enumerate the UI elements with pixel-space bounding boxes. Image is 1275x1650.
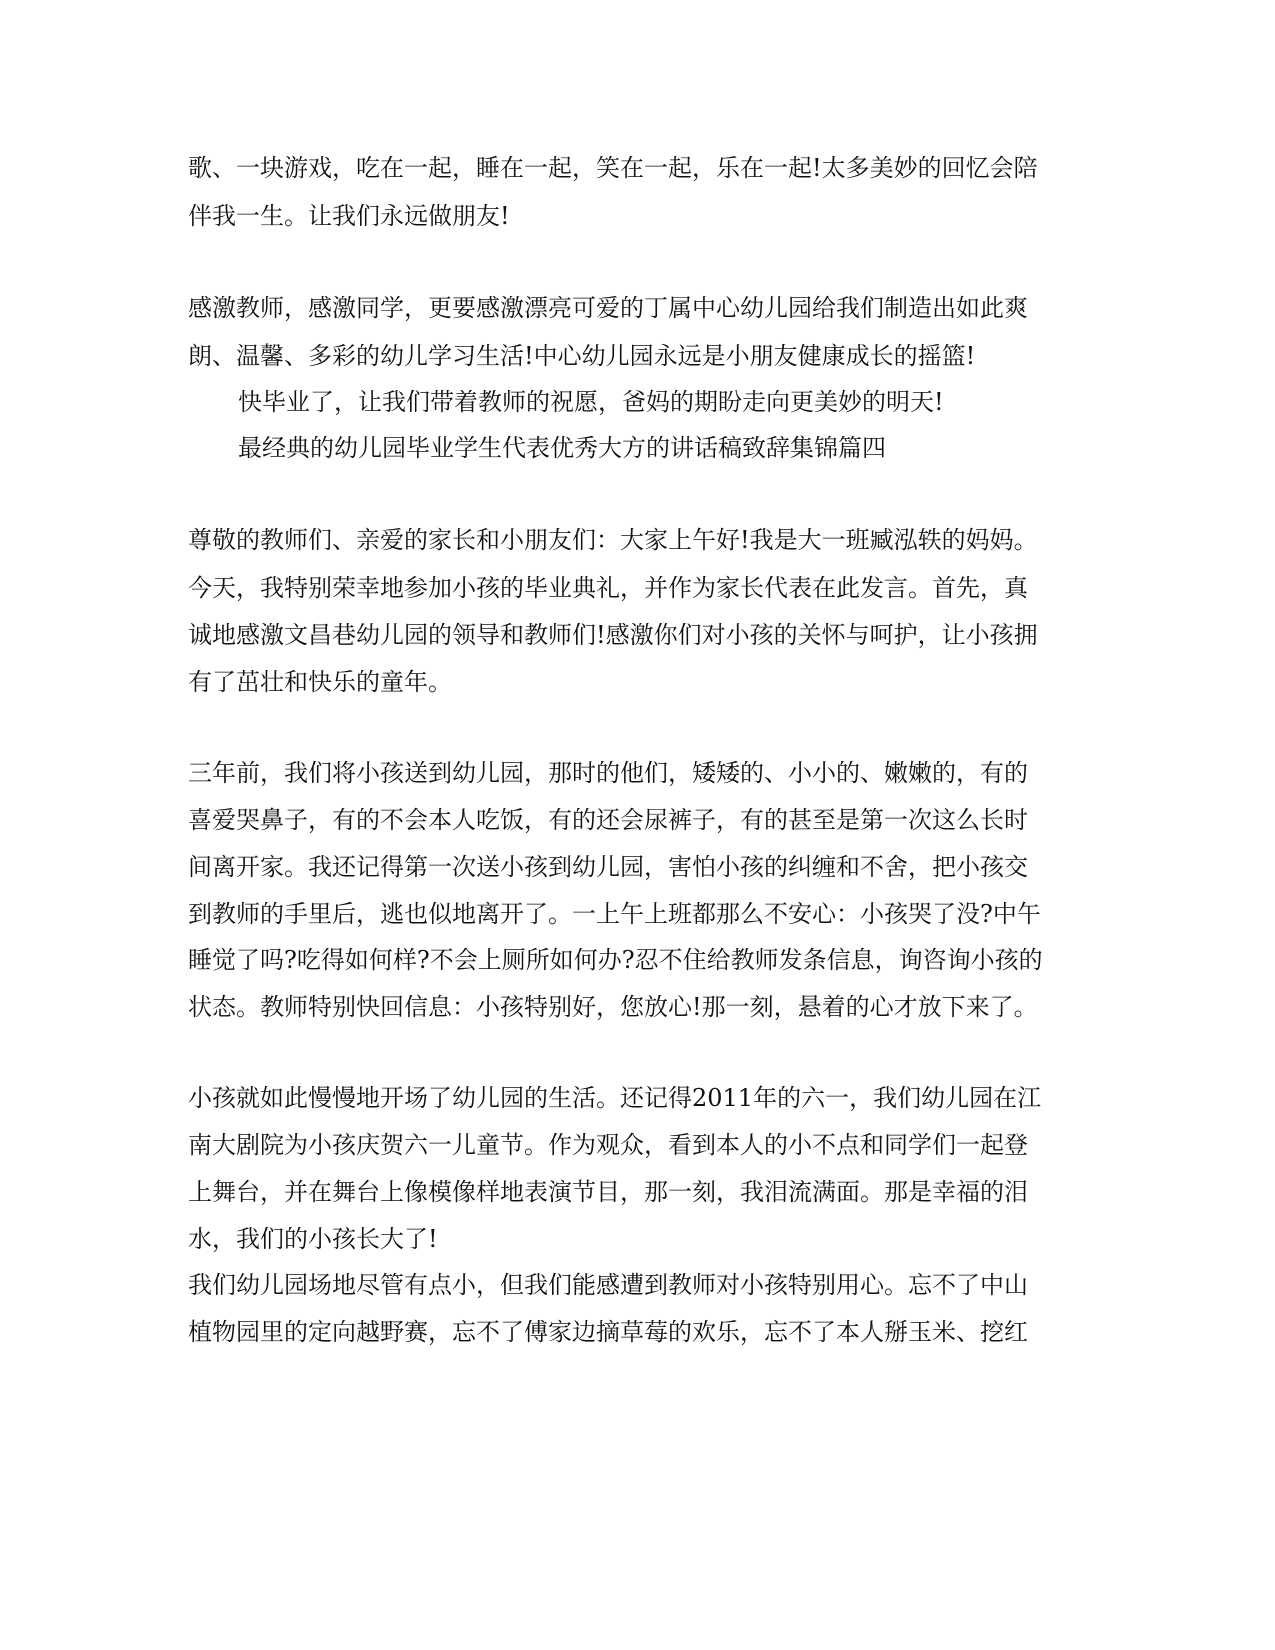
text-line: 睡觉了吗?吃得如何样?不会上厕所如何办?忍不住给教师发条信息，询咨询小孩的 (188, 946, 1043, 974)
text-line: 快毕业了，让我们带着教师的祝愿，爸妈的期盼走向更美妙的明天! (238, 388, 944, 416)
text-line: 尊敬的教师们、亲爱的家长和小朋友们：大家上午好!我是大一班臧泓轶的妈妈。 (188, 526, 1038, 554)
text-line: 水，我们的小孩长大了! (188, 1225, 438, 1253)
text-line: 诚地感激文昌巷幼儿园的领导和教师们!感激你们对小孩的关怀与呵护，让小孩拥 (188, 621, 1038, 649)
text-line: 歌、一块游戏，吃在一起，睡在一起，笑在一起，乐在一起!太多美妙的回忆会陪 (188, 154, 1038, 182)
text-line: 喜爱哭鼻子，有的不会本人吃饭，有的还会尿裤子，有的甚至是第一次这么长时 (188, 806, 1028, 834)
text-line: 有了茁壮和快乐的童年。 (188, 668, 452, 696)
text-line: 植物园里的定向越野赛，忘不了傅家边摘草莓的欢乐，忘不了本人掰玉米、挖红 (188, 1318, 1028, 1346)
text-line: 伴我一生。让我们永远做朋友! (188, 202, 510, 230)
text-line: 朗、温馨、多彩的幼儿学习生活!中心幼儿园永远是小朋友健康成长的摇篮! (188, 342, 976, 370)
text-line: 三年前，我们将小孩送到幼儿园，那时的他们，矮矮的、小小的、嫩嫩的，有的 (188, 759, 1028, 787)
text-line: 间离开家。我还记得第一次送小孩到幼儿园，害怕小孩的纠缠和不舍，把小孩交 (188, 853, 1028, 881)
section-heading: 最经典的幼儿园毕业学生代表优秀大方的讲话稿致辞集锦篇四 (238, 434, 886, 462)
text-line: 小孩就如此慢慢地开场了幼儿园的生活。还记得2011年的六一，我们幼儿园在江 (188, 1084, 1042, 1112)
text-line: 南大剧院为小孩庆贺六一儿童节。作为观众，看到本人的小不点和同学们一起登 (188, 1131, 1028, 1159)
text-line: 到教师的手里后，逃也似地离开了。一上午上班都那么不安心：小孩哭了没?中午 (188, 900, 1041, 928)
text-line: 感激教师，感激同学，更要感激漂亮可爱的丁属中心幼儿园给我们制造出如此爽 (188, 294, 1028, 322)
text-line: 我们幼儿园场地尽管有点小，但我们能感遭到教师对小孩特别用心。忘不了中山 (188, 1271, 1028, 1299)
text-line: 上舞台，并在舞台上像模像样地表演节目，那一刻，我泪流满面。那是幸福的泪 (188, 1178, 1028, 1206)
text-line: 状态。教师特别快回信息：小孩特别好，您放心!那一刻，悬着的心才放下来了。 (188, 993, 1038, 1021)
text-line: 今天，我特别荣幸地参加小孩的毕业典礼，并作为家长代表在此发言。首先，真 (188, 574, 1028, 602)
